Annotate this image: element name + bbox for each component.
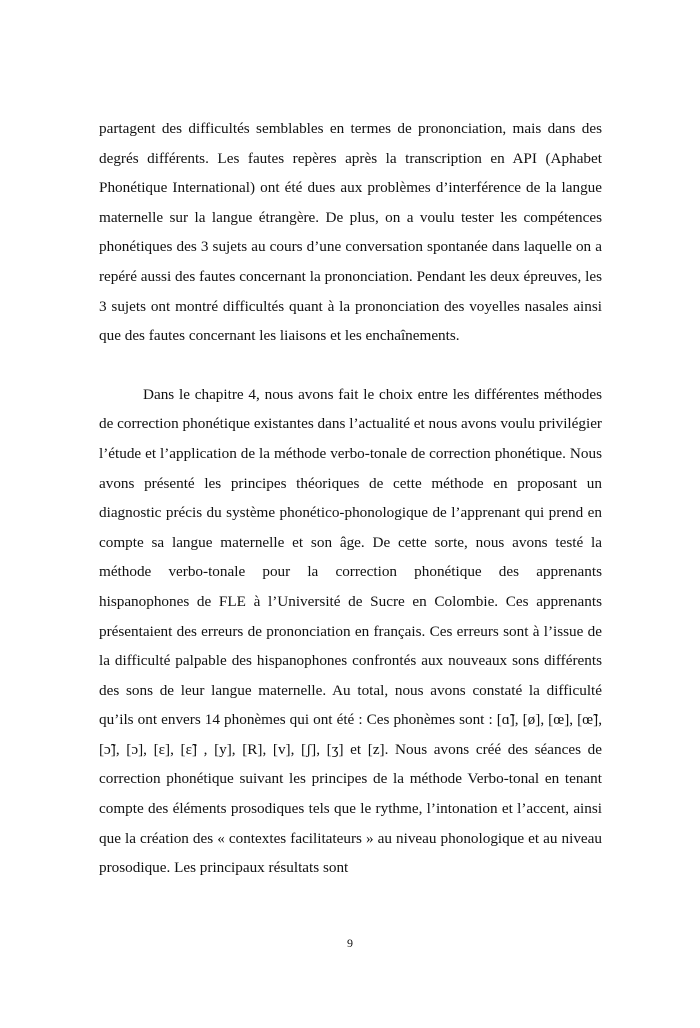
body-text (99, 114, 602, 883)
paragraph-1: partagent des difficultés semblables en termes de prononciation, mais dans des degrés différents. Les fautes repères après la transcription en API (Aphabet Phonétique International) ont été dues aux problèmes d’interférence de la langue maternelle sur la langue étrangère. De plus, on a voulu tester les compétences phonétiques des 3 sujets au cours d’une conversation spontanée dans laquelle on a repéré aussi des fautes concernant la prononciation. Pendant les deux épreuves, les 3 sujets ont montré difficultés quant à la prononciation des voyelles nasales ainsi que des fautes concernant les liaisons et les enchaînements. (99, 120, 602, 345)
page-number: 9 (347, 936, 353, 950)
paragraph-2: Dans le chapitre 4, nous avons fait le choix entre les différentes méthodes de correction phonétique existantes dans l’actualité et nous avons voulu privilégier l’étude et l’application de la méthode verbo-tonale de correction phonétique. Nous avons présenté les principes théoriques de cette méthode en proposant un diagnostic précis du système phonético-phonologique de l’apprenant qui prend en compte sa langue maternelle et son âge. De cette sorte, nous avons testé la méthode verbo-tonale pour la correction phonétique des apprenants hispanophones de FLE à l’Université de Sucre en Colombie. Ces apprenants présentaient des erreurs de prononciation en français. Ces erreurs sont à l’issue de la difficulté palpable des hispanophones confrontés aux nouveaux sons différents des sons de leur langue maternelle. Au total, nous avons constaté la difficulté qu’ils ont envers 14 phonèmes qui ont été : Ces phonèmes sont : [ɑ̃], [ø], [œ], [œ̃], [ɔ̃], [ɔ], [ɛ], [ɛ̃] , [y], [R], [v], [ʃ], [ʒ] et [z]. Nous avons créé des séances de correction phonétique suivant les principes de la méthode Verbo-tonal en tenant compte des éléments prosodiques tels que le rythme, l’intonation et l’accent, ainsi que la création des « contextes facilitateurs » au niveau phonologique et au niveau prosodique. Les principaux résultats sont (99, 385, 602, 877)
